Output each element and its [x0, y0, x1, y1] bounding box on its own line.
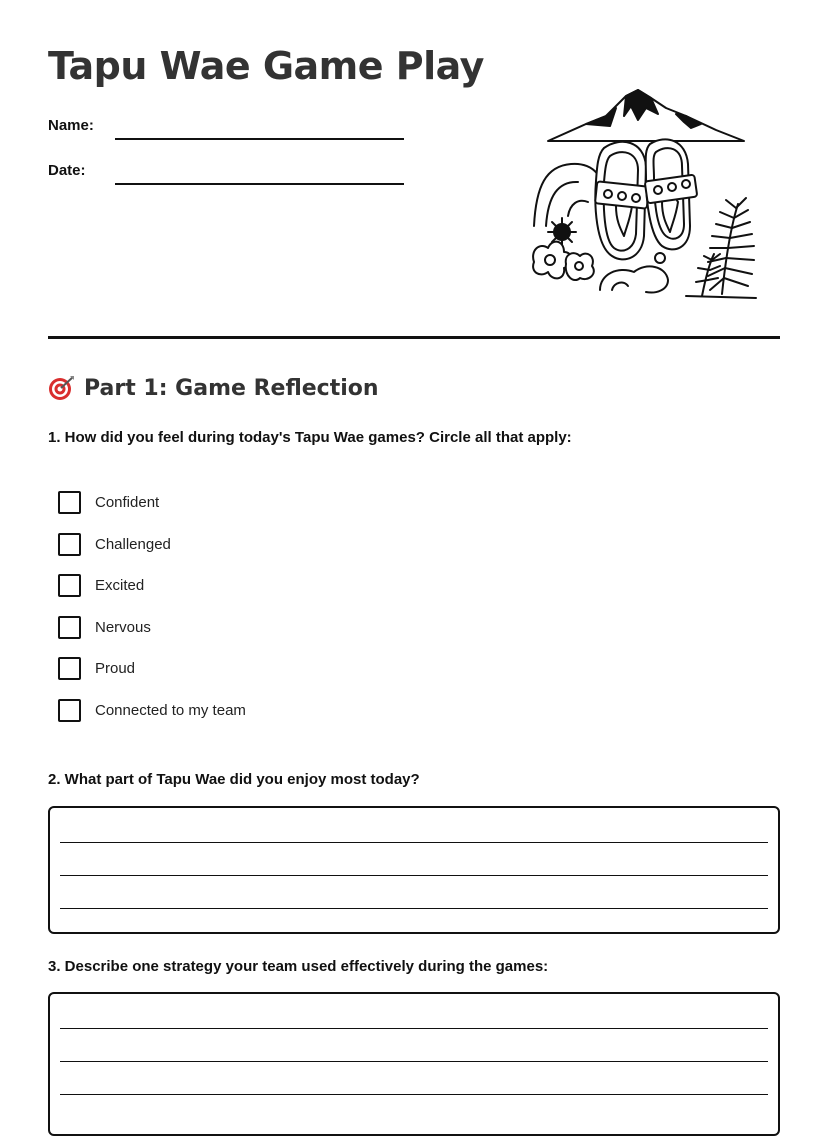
checkbox-label: Nervous [95, 618, 151, 636]
page-title: Tapu Wae Game Play [48, 44, 484, 88]
checkbox-item-challenged[interactable] [58, 533, 171, 555]
question-3: 3. Describe one strategy your team used effectively during the games: [48, 958, 549, 975]
checkbox-label: Proud [95, 659, 136, 677]
checkbox-label: Confident [95, 493, 160, 511]
checkbox-label: Excited [95, 576, 145, 594]
checkbox-label: Challenged [95, 535, 171, 553]
writing-line [60, 1061, 768, 1062]
date-label: Date: [48, 162, 86, 179]
name-field[interactable] [115, 138, 404, 140]
question-1: 1. How did you feel during today's Tapu Wae games? Circle all that apply: [48, 429, 572, 446]
checkbox[interactable] [58, 616, 81, 639]
checkbox[interactable] [58, 699, 81, 722]
checkbox-item-confident[interactable] [58, 491, 159, 513]
answer-box-3[interactable] [48, 992, 780, 1136]
writing-line [60, 875, 768, 876]
checkbox-item-nervous[interactable] [58, 616, 151, 638]
writing-line [60, 842, 768, 843]
checkbox[interactable] [58, 533, 81, 556]
checkbox-item-connected[interactable] [58, 699, 246, 721]
target-dart-icon [48, 374, 76, 402]
question-2: 2. What part of Tapu Wae did you enjoy most today? [48, 771, 420, 788]
checkbox[interactable] [58, 657, 81, 680]
checkbox[interactable] [58, 574, 81, 597]
writing-line [60, 1094, 768, 1095]
date-field[interactable] [115, 183, 404, 185]
section-title [48, 374, 379, 402]
writing-line [60, 908, 768, 909]
checkbox-label: Connected to my team [95, 701, 246, 719]
writing-line [60, 1028, 768, 1029]
section-title-text: Part 1: Game Reflection [84, 375, 379, 401]
answer-box-2[interactable] [48, 806, 780, 934]
checkbox-item-proud[interactable] [58, 657, 135, 679]
sandals-mountain-illustration [526, 86, 766, 301]
checkbox[interactable] [58, 491, 81, 514]
section-divider [48, 336, 780, 339]
name-label: Name: [48, 117, 94, 134]
checkbox-item-excited[interactable] [58, 574, 144, 596]
